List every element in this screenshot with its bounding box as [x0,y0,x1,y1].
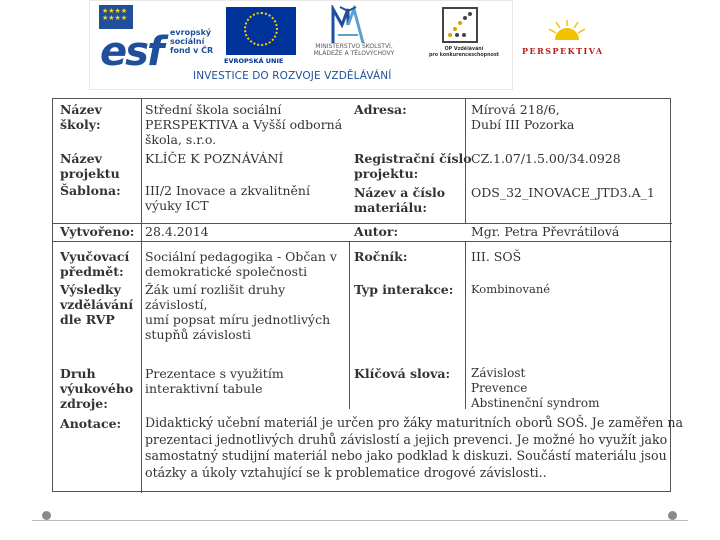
typ-interakce-value: Kombinované [471,282,551,296]
grid-line [53,241,672,242]
msmt-logo-icon [330,5,366,45]
nazev-materialu-value: ODS_32_INOVACE_JTD3.A_1 [471,185,655,200]
vytvoreno-label: Vytvořeno: [60,224,135,239]
perspektiva-logo [520,20,612,64]
grid-line [141,99,142,493]
grid-line [349,241,350,409]
sun-icon [547,20,587,40]
op-logo-icon [442,7,478,43]
op-text: OP Vzdělávání pro konkurenceschopnost [429,47,499,58]
typ-interakce-label: Typ interakce: [354,282,454,297]
eu-stars-icon [244,12,278,46]
vysledky-value: Žák umí rozlišit druhy závislostí, umí popsat míru jednotlivých stupňů závislosti [145,282,331,342]
druh-zdroje-label: Druh výukového zdroje: [60,366,134,411]
corner-dot-icon [668,511,677,520]
vysledky-label: Výsledky vzdělávání dle RVP [60,282,134,327]
sablona-value: III/2 Inovace a zkvalitnění výuky ICT [145,183,310,213]
registracni-cislo-label: Registrační číslo projektu: [354,151,472,181]
adresa-value: Mírová 218/6, Dubí III Pozorka [471,102,575,132]
corner-dot-icon [42,511,51,520]
eu-flag-icon [226,7,296,55]
anotace-label: Anotace: [60,416,122,431]
rocnik-value: III. SOŠ [471,249,522,264]
anotace-value: Didaktický učební materiál je určen pro žáky maturitních oborů SOŠ. Je zaměřen na prezentaci jednotlivých druhů závislostí a jejich prevenci. Je možné ho využít jako samostatný studijní materiál nebo jako podklad k diskuzi. Součástí materiálu jsou otázky a úkoly vztahující se k problematice drogové závislosti.. [145,415,684,480]
eu-label: EVROPSKÁ UNIE [224,57,284,65]
rocnik-label: Ročník: [354,249,408,264]
klicova-slova-label: Klíčová slova: [354,366,451,381]
logo-banner [89,0,513,90]
nazev-projektu-value: KLÍČE K POZNÁVÁNÍ [145,151,284,166]
nazev-skoly-value: Střední škola sociální PERSPEKTIVA a Vyšší odborná škola, s.r.o. [145,102,343,147]
klicova-slova-value: Závislost Prevence Abstinenční syndrom [471,366,600,410]
adresa-label: Adresa: [354,102,407,117]
registracni-cislo-value: CZ.1.07/1.5.00/34.0928 [471,151,621,166]
sablona-label: Šablona: [60,183,121,198]
predmet-label: Vyučovací předmět: [60,249,130,279]
autor-label: Autor: [354,224,399,239]
esf-text: evropský sociální fond v ČR [170,28,214,55]
nazev-materialu-label: Název a číslo materiálu: [354,185,446,215]
grid-line [465,241,466,409]
esf-logo: esf [100,29,163,75]
bottom-divider [32,520,688,521]
op-dots-icon [444,9,476,41]
autor-value: Mgr. Petra Převrátilová [471,224,620,239]
nazev-skoly-label: Název školy: [60,102,102,132]
nazev-projektu-label: Název projektu [60,151,120,181]
predmet-value: Sociální pedagogika - Občan v demokratické společnosti [145,249,337,279]
esf-stars-icon: ★★★★ ★★★★ [102,7,128,22]
info-table [52,98,684,492]
vytvoreno-value: 28.4.2014 [145,224,209,239]
msmt-text: MINISTERSTVO ŠKOLSTVÍ, MLÁDEŽE A TĚLOVÝCHOVY [313,43,395,57]
investice-slogan: INVESTICE DO ROZVOJE VZDĚLÁVÁNÍ [193,70,392,82]
perspektiva-text: PERSPEKTIVA [522,46,604,56]
druh-zdroje-value: Prezentace s využitím interaktivní tabule [145,366,284,396]
